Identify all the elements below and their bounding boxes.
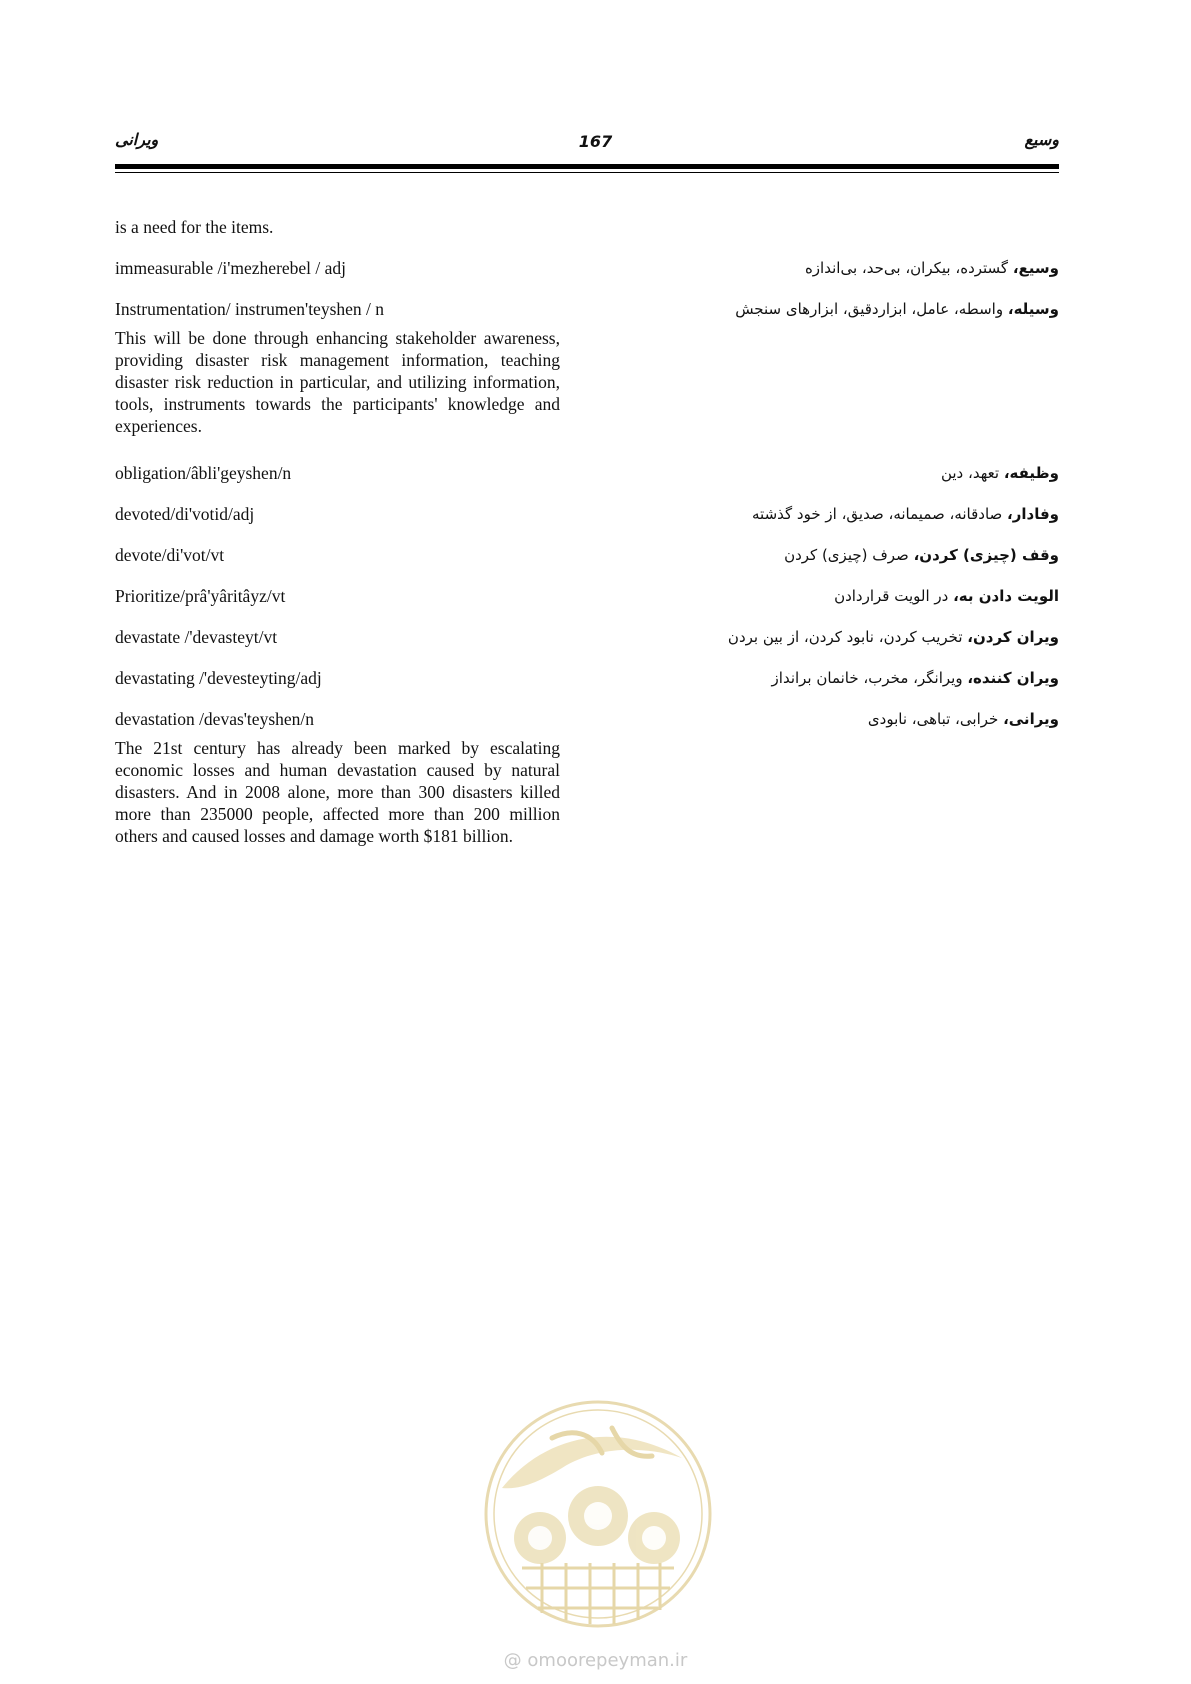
fa-entry-viran-kardan: ویران کردن، تخریب کردن، نابود کردن، از بین بردن (727, 628, 1059, 646)
entry-devastating: devastating /'devesteyting/adj (115, 668, 322, 688)
fa-entry-olaviat: الویت دادن به، در الویت قراردادن (834, 587, 1059, 605)
fa-entry-viran-konandeh: ویران کننده، ویرانگر، مخرب، خانمان برانداز (771, 669, 1059, 687)
page-number: 167 (578, 132, 613, 151)
entry-obligation: obligation/âbli'geyshen/n (115, 463, 292, 483)
running-head-left: ویرانی (115, 130, 159, 149)
fa-entry-vafadar: وفادار، صادقانه، صمیمانه، صدیق، از خود گذشته (752, 505, 1059, 523)
running-head-right: وسیع (1024, 130, 1059, 149)
header-rule-thin (115, 172, 1059, 173)
fa-entry-vazifeh: وظیفه، تعهد، دین (940, 464, 1059, 482)
entry-prioritize: Prioritize/prâ'yâritâyz/vt (115, 586, 286, 606)
watermark-logo (482, 1398, 714, 1630)
fa-entry-vaqf: وقف (چیزی) کردن، صرف (چیزی) کردن (784, 546, 1059, 564)
entry-devastate: devastate /'devasteyt/vt (115, 627, 278, 647)
fa-entry-vasi: وسیع، گسترده، بیکران، بی‌حد، بی‌اندازه (804, 259, 1059, 277)
fa-entry-virani: ویرانی، خرابی، تباهی، نابودی (867, 710, 1059, 728)
fa-entry-vasileh: وسیله، واسطه، عامل، ابزاردقیق، ابزارهای سنجش (735, 300, 1059, 318)
header-rule-thick (115, 164, 1059, 169)
entry-immeasurable: immeasurable /i'mezherebel / adj (115, 258, 347, 278)
watermark-site: @ omoorepeyman.ir (503, 1650, 688, 1671)
devastation-example: The 21st century has already been marked by escalating economic losses and human devastation caused by natural disasters. And in 2008 alone, more than 300 disasters killed more than 235000 people, affected more than 200 million others and caused losses and damage worth $181 billion. (115, 738, 560, 846)
watermark-site-text: omoorepeyman.ir (527, 1650, 688, 1671)
intro-fragment: is a need for the items. (115, 217, 274, 237)
entry-devoted: devoted/di'votid/adj (115, 504, 255, 524)
instrumentation-example: This will be done through enhancing stakeholder awareness, providing disaster risk management information, teaching disaster risk reduction in particular, and utilizing information, tools, instruments towards the participants' knowledge and experiences. (115, 328, 560, 436)
entry-instrumentation: Instrumentation/ instrumen'teyshen / n (115, 299, 385, 319)
entry-devote: devote/di'vot/vt (115, 545, 225, 565)
entry-devastation: devastation /devas'teyshen/n (115, 709, 315, 729)
